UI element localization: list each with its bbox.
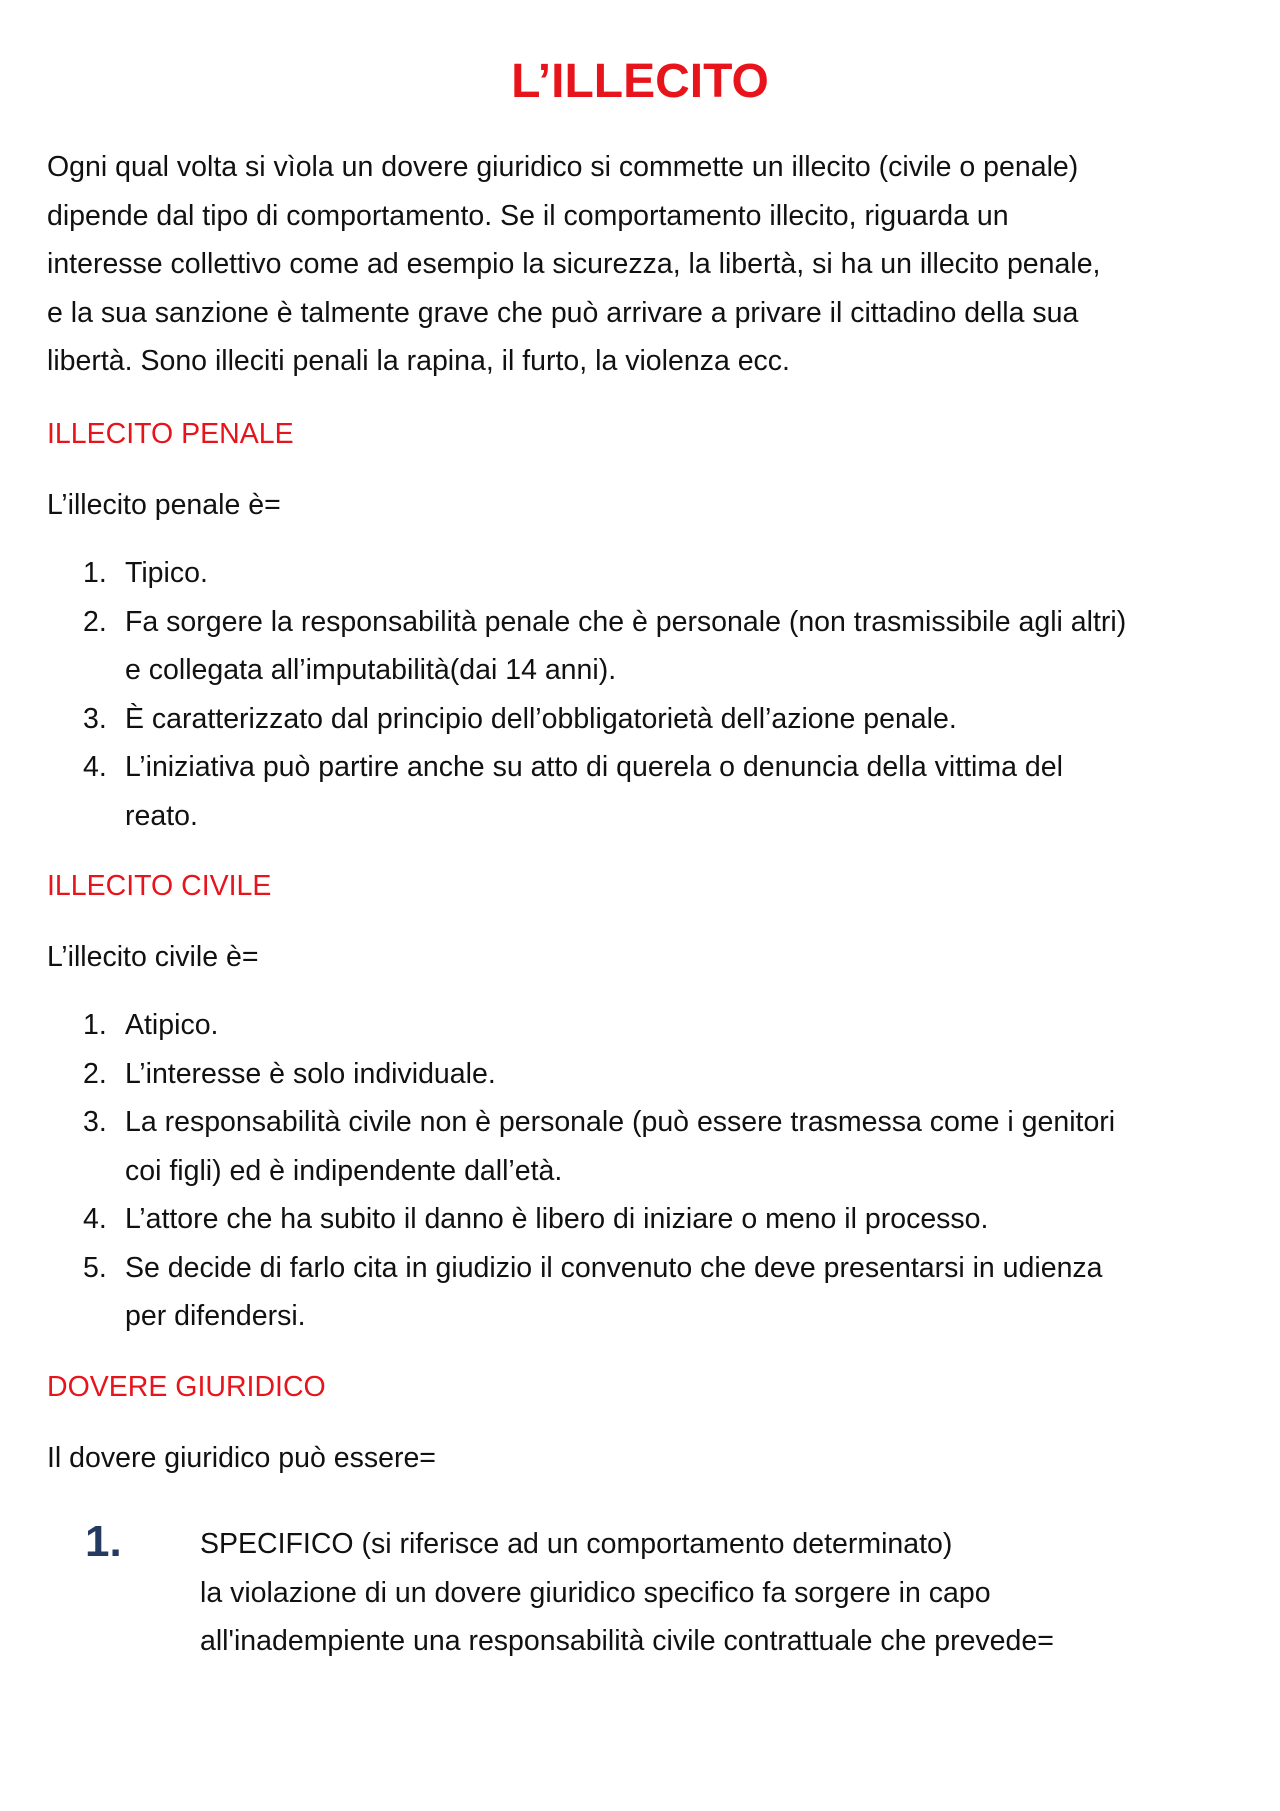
list-item: [47, 695, 1247, 744]
list-item: [47, 549, 1247, 598]
section-heading-dovere: DOVERE GIURIDICO: [47, 1371, 326, 1403]
list-item-text: coi figli) ed è indipendente dall’età.: [125, 1154, 563, 1187]
list-item-text: per difendersi.: [125, 1300, 306, 1332]
intro-line: dipende dal tipo di comportamento. Se il comportamento illecito, riguarda un: [47, 199, 1009, 232]
dovere-item-text: [200, 1520, 1230, 1666]
list-number: 4.: [83, 751, 107, 783]
list-item-text: È caratterizzato dal principio dell’obbligatorietà dell’azione penale.: [125, 702, 957, 735]
dovere-item-line: SPECIFICO (si riferisce ad un comportamento determinato): [200, 1528, 953, 1560]
lead-civile: L’illecito civile è=: [47, 941, 259, 973]
list-item: [47, 743, 1247, 840]
lead-dovere: Il dovere giuridico può essere=: [47, 1442, 436, 1474]
list-item: [47, 1244, 1247, 1341]
list-item: [47, 1050, 1247, 1099]
list-item-text: Atipico.: [125, 1009, 219, 1041]
list-item: [47, 598, 1247, 695]
list-number: 3.: [83, 702, 107, 735]
intro-line: Ogni qual volta si vìola un dovere giuridico si commette un illecito (civile o penale): [47, 151, 1079, 183]
list-penale: [47, 549, 1247, 840]
intro-line: interesse collettivo come ad esempio la sicurezza, la libertà, si ha un illecito penale,: [47, 248, 1101, 280]
list-item: [47, 1001, 1247, 1050]
list-item: [47, 1098, 1247, 1195]
list-item-text: Se decide di farlo cita in giudizio il convenuto che deve presentarsi in udienza: [125, 1251, 1103, 1284]
list-item-text: L’interesse è solo individuale.: [125, 1057, 496, 1090]
section-heading-civile: ILLECITO CIVILE: [47, 870, 272, 902]
list-number: 2.: [83, 1057, 107, 1090]
list-item-text: L’attore che ha subito il danno è libero di iniziare o meno il processo.: [125, 1203, 989, 1235]
list-item-text: L’iniziativa può partire anche su atto di querela o denuncia della vittima del: [125, 751, 1063, 783]
list-number: 4.: [83, 1203, 107, 1235]
list-item-text: Fa sorgere la responsabilità penale che è personale (non trasmissibile agli altri): [125, 605, 1127, 638]
section-heading-penale: ILLECITO PENALE: [47, 418, 294, 450]
list-number: 3.: [83, 1106, 107, 1138]
list-number: 5.: [83, 1251, 107, 1284]
list-item-text: e collegata all’imputabilità(dai 14 anni).: [125, 654, 617, 686]
list-number: 1.: [83, 1009, 107, 1041]
dovere-item-line: all'inadempiente una responsabilità civile contrattuale che prevede=: [200, 1625, 1054, 1657]
list-number: 2.: [83, 605, 107, 638]
lead-penale: L’illecito penale è=: [47, 489, 281, 521]
list-item-text: La responsabilità civile non è personale (può essere trasmessa come i genitori: [125, 1106, 1116, 1138]
list-item: [47, 1195, 1247, 1244]
list-number: 1.: [83, 557, 107, 589]
intro-line: e la sua sanzione è talmente grave che può arrivare a privare il cittadino della sua: [47, 296, 1079, 329]
list-civile: [47, 1001, 1247, 1341]
intro-paragraph: [47, 143, 1247, 386]
list-item-text: Tipico.: [125, 557, 208, 589]
intro-line: libertà. Sono illeciti penali la rapina, il furto, la violenza ecc.: [47, 345, 790, 377]
list-item-text: reato.: [125, 799, 198, 832]
page-title: L’ILLECITO: [511, 55, 769, 108]
dovere-item-line: la violazione di un dovere giuridico specifico fa sorgere in capo: [200, 1576, 991, 1609]
large-list-number: 1.: [85, 1517, 122, 1566]
